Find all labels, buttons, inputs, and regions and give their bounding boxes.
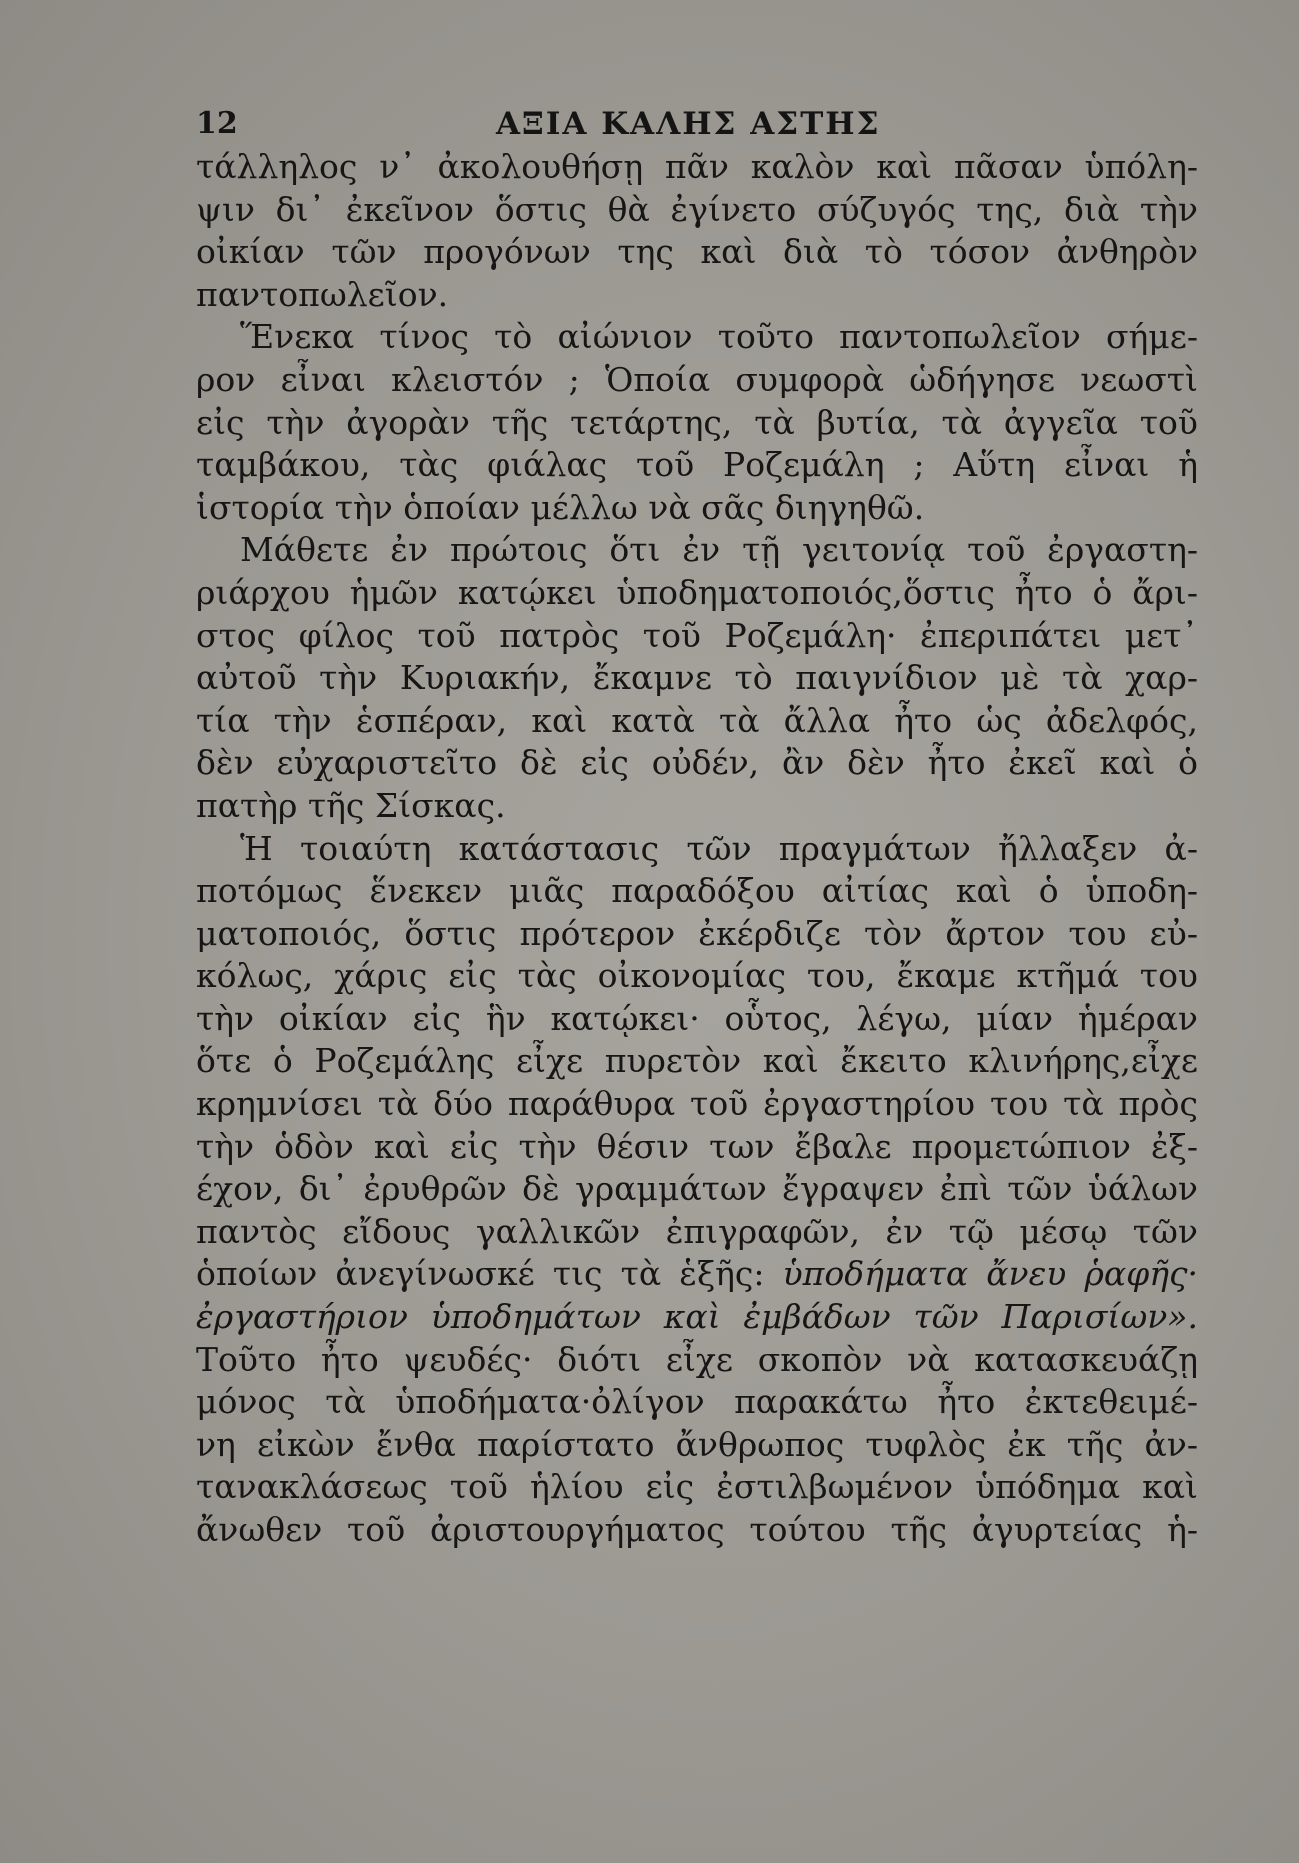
- text-line: ποτόμως ἕνεκεν μιᾶς παραδόξου αἰτίας καὶ ὁ ὑποδη-: [196, 871, 1198, 911]
- text-line-italic: [196, 1296, 1198, 1339]
- text-line: τὴν οἰκίαν εἰς ἣν κατῴκει· οὗτος, λέγω, μίαν ἡμέραν: [196, 998, 1198, 1038]
- text-line: οἰκίαν τῶν προγόνων της καὶ διὰ τὸ τόσον ἀνθηρὸν: [196, 232, 1198, 272]
- text-line: ρον εἶναι κλειστόν ; Ὁποία συμφορὰ ὡδήγησε νεωστὶ: [196, 359, 1198, 399]
- text-line: δὲν εὐχαριστεῖτο δὲ εἰς οὐδέν, ἂν δὲν ἦτο ἐκεῖ καὶ ὁ: [196, 743, 1198, 783]
- text-line: ἱστορία τὴν ὁποίαν μέλλω νὰ σᾶς διηγηθῶ.: [196, 487, 925, 527]
- text-line: Τοῦτο ἦτο ψευδές· διότι εἶχε σκοπὸν νὰ κατασκευάζῃ: [196, 1339, 1198, 1379]
- text-line: πατὴρ τῆς Σίσκας.: [196, 785, 506, 825]
- text-line: παντὸς εἴδους γαλλικῶν ἐπιγραφῶν, ἐν τῷ μέσῳ τῶν: [196, 1211, 1198, 1251]
- text-line-with-italic: [196, 1253, 1198, 1296]
- italic-sign-text: ὑποδήματα ἄνευ ῥαφῆς·: [782, 1254, 1198, 1294]
- text-line: έχον, δι᾽ ἐρυθρῶν δὲ γραμμάτων ἔγραψεν ἐπὶ τῶν ὑάλων: [196, 1169, 1198, 1209]
- text-line: Ἕνεκα τίνος τὸ αἰώνιον τοῦτο παντοπωλεῖον σήμε-: [240, 317, 1198, 357]
- text-line: νη εἰκὼν ἔνθα παρίστατο ἄνθρωπος τυφλὸς ἐκ τῆς ἀν-: [196, 1424, 1198, 1464]
- text-line: παντοπωλεῖον.: [196, 274, 449, 314]
- text-line: ἄνωθεν τοῦ ἀριστουργήματος τούτου τῆς ἀγυρτείας ἡ-: [196, 1510, 1198, 1549]
- running-title: ΑΞΙΑ ΚΑΛΗΣ ΑΣΤΗΣ: [496, 106, 881, 142]
- text-line: ταμβάκου, τὰς φιάλας τοῦ Ροζεμάλη ; Αὕτη εἶναι ἡ: [196, 445, 1198, 485]
- text-line: Μάθετε ἐν πρώτοις ὅτι ἐν τῇ γειτονίᾳ τοῦ ἐργαστη-: [240, 530, 1198, 570]
- text-line: ὅτε ὁ Ροζεμάλης εἶχε πυρετὸν καὶ ἔκειτο κλινήρης,εἶχε: [196, 1041, 1198, 1081]
- page-header: [196, 106, 1196, 146]
- text-line: τάλληλος ν᾽ ἀκολουθήσῃ πᾶν καλὸν καὶ πᾶσαν ὑπόλη-: [196, 147, 1198, 186]
- text-line: στος φίλος τοῦ πατρὸς τοῦ Ροζεμάλη· ἐπεριπάτει μετ᾽: [196, 615, 1198, 655]
- text-line: εἰς τὴν ἀγορὰν τῆς τετάρτης, τὰ βυτία, τὰ ἀγγεῖα τοῦ: [196, 402, 1198, 442]
- text-line: Ἡ τοιαύτη κατάστασις τῶν πραγμάτων ἤλλαξεν ἀ-: [240, 828, 1198, 868]
- body-text: [196, 146, 1198, 1552]
- text-line: τία τὴν ἑσπέραν, καὶ κατὰ τὰ ἄλλα ἦτο ὡς ἀδελφός,: [196, 700, 1198, 740]
- text-line: αὐτοῦ τὴν Κυριακήν, ἔκαμνε τὸ παιγνίδιον μὲ τὰ χαρ-: [196, 658, 1198, 698]
- text-line: τὴν ὁδὸν καὶ εἰς τὴν θέσιν των ἔβαλε προμετώπιον ἐξ-: [196, 1126, 1198, 1166]
- text-line: ριάρχου ἡμῶν κατῴκει ὑποδηματοποιός,ὅστις ἦτο ὁ ἄρι-: [196, 572, 1198, 612]
- text-line: κρημνίσει τὰ δύο παράθυρα τοῦ ἐργαστηρίου του τὰ πρὸς: [196, 1084, 1198, 1124]
- text-line: ψιν δι᾽ ἐκεῖνον ὅστις θὰ ἐγίνετο σύζυγός της, διὰ τὴν: [196, 189, 1198, 229]
- text-segment: ὁποίων ἀνεγίνωσκέ τις τὰ ἑξῆς:: [196, 1254, 765, 1294]
- text-line: τανακλάσεως τοῦ ἡλίου εἰς ἐστιλβωμένον ὑπόδημα καὶ: [196, 1467, 1198, 1507]
- text-line: κόλως, χάρις εἰς τὰς οἰκονομίας του, ἔκαμε κτῆμά του: [196, 956, 1198, 996]
- text-line: μόνος τὰ ὑποδήματα·ὀλίγον παρακάτω ἦτο ἐκτεθειμέ-: [196, 1382, 1198, 1422]
- italic-sign-text: ἐργαστήριον ὑποδημάτων καὶ ἐμβάδων τῶν Παρισίων».: [196, 1297, 1198, 1337]
- page-number: 12: [196, 106, 238, 141]
- text-line: ματοποιός, ὅστις πρότερον ἐκέρδιζε τὸν ἄρτον του εὐ-: [196, 913, 1198, 953]
